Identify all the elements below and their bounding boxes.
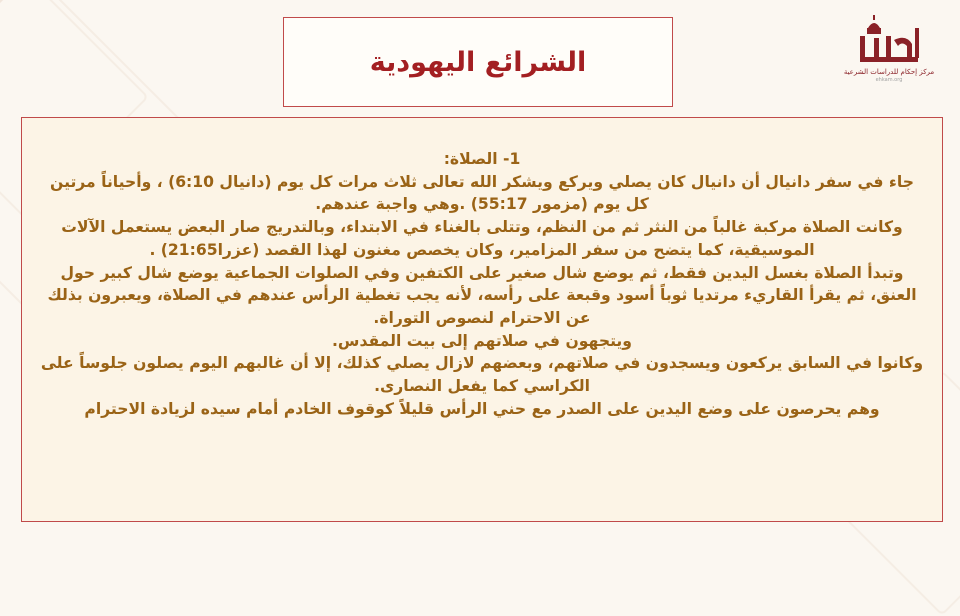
section-heading: 1- الصلاة: — [444, 150, 522, 168]
content-box — [22, 117, 944, 522]
paragraph-washing: وتبدأ الصلاة بغسل اليدين فقط، ثم يوضع شال صغير على الكتفين وفي الصلوات الجماعية يوضع شال كبير حول العنق، ثم يقرأ القاريء مرتديا ثوباً أسود وقبعة على رأسه، لأنه يجب تغطية الرأس عندهم في الصلاة، ويعبرون بذلك عن الاحترام لنصوص التوراة. — [48, 263, 918, 327]
paragraph-prostration: وكانوا في السابق يركعون ويسجدون في صلاتهم، وبعضهم لازال يصلي كذلك، إلا أن غالبهم اليوم يصلون جلوساً على الكراسي كما يفعل النصارى. — [41, 354, 925, 396]
logo-tagline: ehkam.org — [876, 77, 904, 83]
paragraph-composition: وكانت الصلاة مركبة غالباً من النثر ثم من النظم، وتتلى بالغناء في الابتداء، وبالتدريج صار البعض يستعمل الآلات الموسيقية، كما يتضح من سفر المزامير، وكان يخصص مغنون لهذا القصد (عزرا21:65) . — [62, 218, 904, 259]
logo-mark-icon — [855, 14, 925, 66]
paragraph-hands: وهم يحرصون على وضع اليدين على الصدر مع حني الرأس قليلاً كوقوف الخادم أمام سيده لزيادة الاحترام — [85, 399, 881, 418]
title-box — [284, 17, 674, 107]
logo-subtitle: مركز إحكام للدراسات الشرعية — [844, 68, 936, 76]
slide-title: الشرائع اليهودية — [370, 46, 588, 78]
brand-logo — [840, 14, 940, 104]
paragraph-daniel: جاء في سفر دانيال أن دانيال كان يصلي ويركع ويشكر الله تعالى ثلاث مرات كل يوم (دانيال 6:10) ، وأحياناً مرتين كل يوم (مزمور 55:17) .وهي واجبة عندهم. — [51, 172, 915, 214]
paragraph-direction: ويتجهون في صلاتهم إلى بيت المقدس. — [333, 331, 633, 350]
